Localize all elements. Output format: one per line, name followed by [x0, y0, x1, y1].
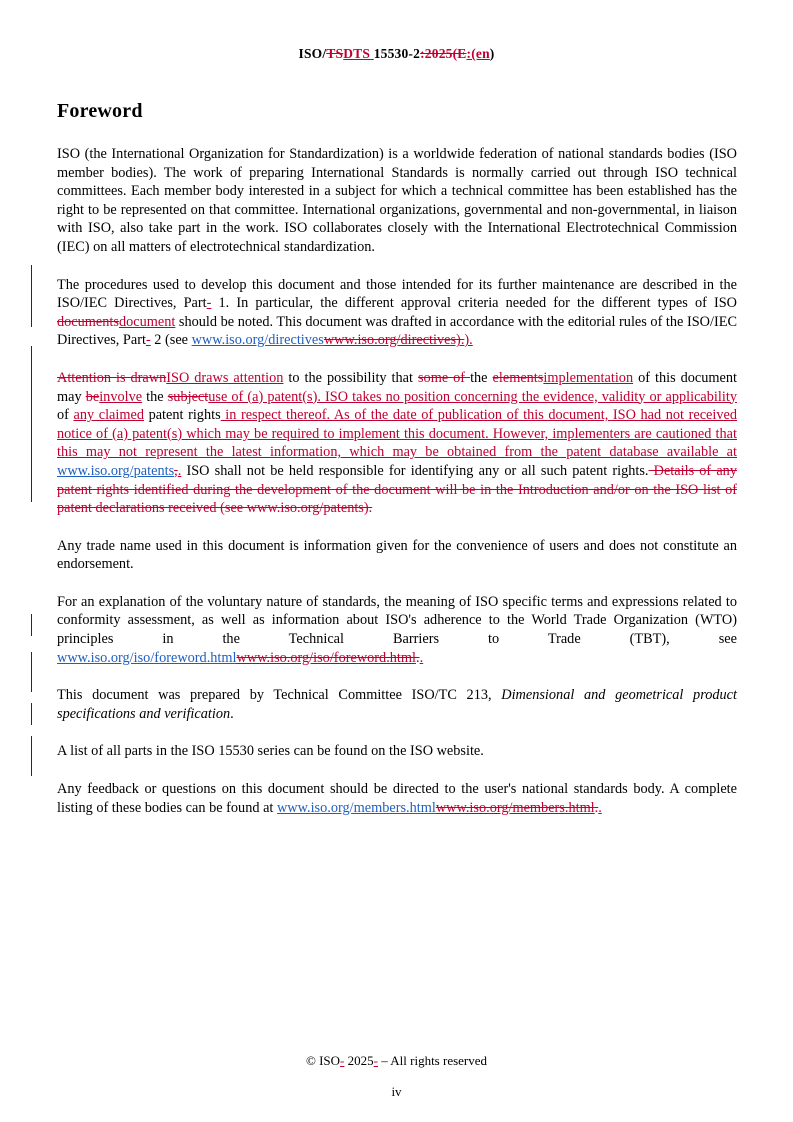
p6-text-1: This document was prepared by Technical Committee ISO/TC 213,	[57, 687, 502, 704]
p3-deleted-be: be	[85, 388, 100, 405]
header-inserted-type: DTS	[343, 46, 371, 61]
link-iso-patents-inserted[interactable]: www.iso.org/patents	[57, 462, 175, 479]
p2-text-3: should be noted. This document was drafted in accordance with the editorial rules of the ISO/IEC Directives, Part	[57, 313, 737, 349]
link-iso-directives-inserted[interactable]: www.iso.org/directives	[191, 332, 324, 349]
running-header	[0, 46, 793, 62]
header-deleted-type: TS	[326, 46, 344, 61]
p3-deleted-subject: subject	[167, 388, 209, 405]
p3-deleted-details-block: Details of any patent rights identified during the development of the document will be in the Introduction and/or on the ISO list of patent declarations received (see www.iso.org/patents).	[57, 462, 737, 517]
paragraph-patent-rights	[57, 369, 737, 518]
page-title: Foreword	[57, 100, 143, 122]
document-body	[57, 100, 737, 817]
page-number: iv	[391, 1084, 402, 1099]
change-bar-para3	[31, 346, 32, 502]
p3-deleted-attention: Attention is drawn	[57, 369, 167, 386]
p3-deleted-elements: elements	[492, 369, 544, 386]
p6-text-2: .	[230, 705, 234, 722]
p3-text-4: the	[142, 388, 168, 405]
p2-text-2: 1. In particular, the different approval criteria needed for the different types of ISO	[211, 295, 737, 312]
footer-inserted-nbsp-2: -	[373, 1053, 378, 1068]
p3-inserted-respect-thereof: in respect thereof. As of the date of publication of this document, ISO had not received notice of (a) patent(s) which may be required to implement this document. However, implementers are cautioned that this may not represent the latest information, which may be obtained from the patent database available at	[57, 407, 738, 461]
header-prefix: ISO/	[298, 46, 327, 61]
link-iso-foreword-inserted[interactable]: www.iso.org/iso/foreword.html	[57, 649, 237, 666]
p2-inserted-nbsp-2: -	[145, 332, 151, 349]
p2-deleted-documents: documents	[57, 313, 119, 330]
paragraph-iso-description: ISO (the International Organization for Standardization) is a worldwide federation of national standards bodies (ISO member bodies). The work of preparing International Standards is normally carried out through ISO technical committees. Each member body interested in a subject for which a technical committee has been established has the right to be represented on that committee. International organizations, governmental and non-governmental, in liaison with ISO, also take part in the work. ISO collaborates closely with the International Electrotechnical Commission (IEC) on all matters of electrotechnical standardization.	[57, 146, 737, 255]
p5-deleted-period: .	[416, 649, 420, 666]
paragraph-prepared-by	[57, 686, 737, 723]
link-iso-foreword-deleted[interactable]: www.iso.org/iso/foreword.html	[236, 649, 416, 666]
p2-inserted-document: document	[118, 313, 176, 330]
p3-inserted-any-claimed: any claimed	[73, 407, 144, 424]
p8-deleted-period: .	[594, 799, 599, 816]
p2-text-1: The procedures used to develop this document and those intended for its further maintenance are described in the ISO/IEC Directives, Part	[57, 276, 737, 312]
p8-inserted-period: .	[598, 799, 602, 816]
change-bar-para7	[31, 703, 32, 725]
change-bar-para6	[31, 652, 32, 692]
header-inserted-suffix: :(en	[466, 46, 490, 61]
p3-inserted-involve: involve	[99, 388, 143, 405]
change-bar-para8	[31, 736, 32, 776]
p3-deleted-comma: ,	[174, 462, 178, 479]
p3-text-1: to the possibility that	[283, 369, 418, 386]
p3-inserted-patent-clause: use of (a) patent(s). ISO takes no position concerning the evidence, validity or applicability	[208, 388, 737, 405]
link-iso-members-deleted[interactable]: www.iso.org/members.html	[435, 799, 595, 816]
p3-text-5: of	[57, 407, 74, 424]
p2-inserted-closing: ).	[464, 332, 473, 349]
change-bar-para2	[31, 265, 32, 327]
footer-inserted-nbsp-1: -	[340, 1053, 345, 1068]
header-deleted-suffix: :2025(E	[420, 46, 467, 61]
p3-deleted-some-of: some of	[417, 369, 471, 386]
paragraph-voluntary-nature	[57, 593, 737, 667]
paragraph-procedures	[57, 276, 737, 350]
p5-inserted-period: .	[419, 649, 424, 666]
link-iso-members-inserted[interactable]: www.iso.org/members.html	[276, 799, 436, 816]
header-closing-paren: )	[489, 46, 495, 61]
paragraph-trade-name: Any trade name used in this document is information given for the convenience of users and does not constitute an endorsement.	[57, 537, 737, 573]
p3-text-2: the	[470, 369, 493, 386]
p3-text-3: of this document may	[57, 369, 738, 405]
p2-text-4: 2 (see	[150, 332, 192, 349]
committee-scope-title: Dimensional and geometrical product specifications and verification	[57, 687, 737, 722]
header-number: 15530-2	[373, 46, 421, 61]
paragraph-parts-list: A list of all parts in the ISO 15530 series can be found on the ISO website.	[57, 743, 484, 760]
p2-inserted-nbsp-1: -	[206, 295, 212, 312]
paragraph-feedback	[57, 780, 737, 817]
p3-inserted-implementation: implementation	[543, 369, 634, 386]
p3-text-7: ISO shall not be held responsible for identifying any or all such patent rights.	[181, 462, 649, 479]
p3-inserted-iso-draws: ISO draws attention	[166, 369, 284, 386]
change-bar-para5	[31, 614, 32, 636]
link-iso-directives-deleted[interactable]: www.iso.org/directives).	[323, 332, 465, 349]
p5-text-1: For an explanation of the voluntary nature of standards, the meaning of ISO specific terms and expressions related to conformity assessment, as well as information about ISO's adherence to the World Trade Organization (WTO) principles in the Technical Barriers to Trade (TBT), see	[57, 593, 737, 648]
p3-text-6: patent rights	[143, 407, 221, 424]
footer-rights: – All rights reserved	[377, 1053, 488, 1068]
p3-inserted-period: .	[177, 462, 182, 479]
copyright-footer	[0, 1053, 793, 1069]
p8-text-1: Any feedback or questions on this document should be directed to the user's national standards body. A complete listing of these bodies can be found at	[57, 781, 737, 816]
footer-copyright: © ISO	[305, 1053, 341, 1068]
footer-year: 2025	[344, 1053, 374, 1068]
